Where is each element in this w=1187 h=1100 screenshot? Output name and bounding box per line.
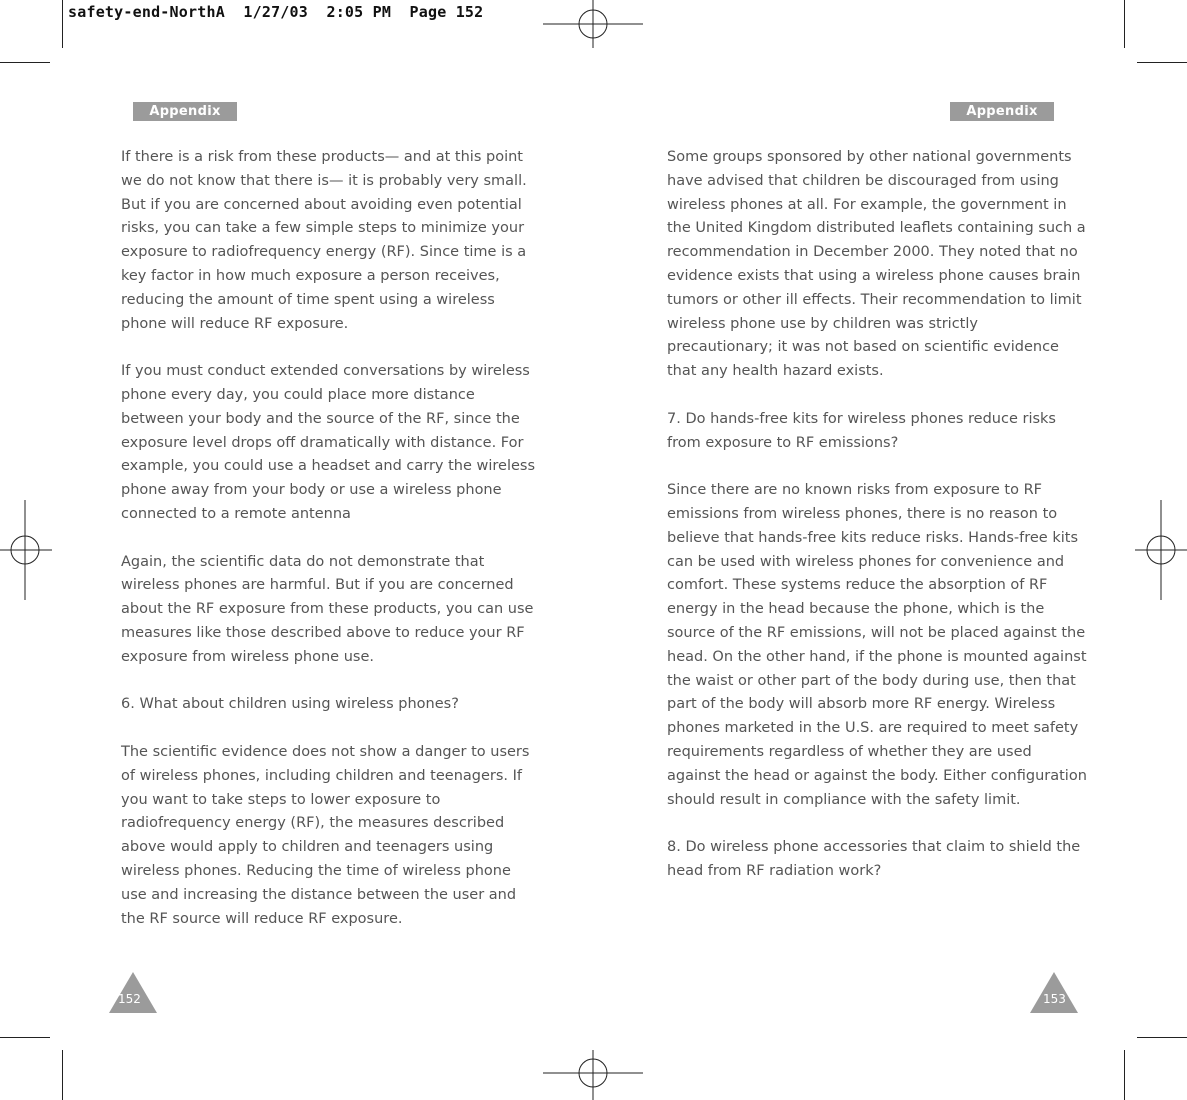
paragraph: The scientific evidence does not show a danger to users of wireless phones, including children and teenagers. If you want to take steps to lower exposure to radiofrequency energy (RF), the measures described above would apply to children and teenagers using wireless phones. Reducing the time of wireless phone use and increasing the distance between the user and the RF source will reduce RF exposure. — [121, 743, 530, 927]
page-number-right: 153 — [1043, 992, 1066, 1006]
page-number-left: 152 — [118, 992, 141, 1006]
crop-mark — [62, 0, 63, 48]
crop-mark — [1137, 62, 1187, 63]
crop-mark — [0, 62, 50, 63]
section-label-right: Appendix — [950, 102, 1054, 121]
question-heading: 7. Do hands-free kits for wireless phones reduce risks from exposure to RF emissions? — [667, 410, 1056, 451]
registration-mark-icon — [543, 0, 643, 48]
print-slug: safety-end-NorthA 1/27/03 2:05 PM Page 152 — [68, 3, 484, 21]
registration-mark-icon — [0, 500, 52, 600]
question-heading: 6. What about children using wireless phones? — [121, 696, 459, 713]
paragraph: Some groups sponsored by other national governments have advised that children be discouraged from using wireless phones at all. For example, the government in the United Kingdom distributed leaflets containing such a recommendation in December 2000. They noted that no evidence exists that using a wireless phone causes brain tumors or other ill effects. Their recommendation to limit wireless phone use by children was strictly precautionary; it was not based on scientific evidence that any health hazard exists. — [667, 149, 1086, 380]
paragraph: Again, the scientific data do not demonstrate that wireless phones are harmful. But if you are concerned about the RF exposure from these products, you can use measures like those described above to reduce your RF exposure from wireless phone use. — [121, 553, 534, 665]
registration-mark-icon — [1135, 500, 1187, 600]
question-heading: 8. Do wireless phone accessories that claim to shield the head from RF radiation work? — [667, 839, 1081, 879]
crop-mark — [1137, 1037, 1187, 1038]
paragraph: If there is a risk from these products— and at this point we do not know that there is— it is probably very small. But if you are concerned about avoiding even potential risks, you can take a few simple steps to minimize your exposure to radiofrequency energy (RF). Since time is a key factor in how much exposure a person receives, reducing the amount of time spent using a wireless phone will reduce RF exposure. — [121, 149, 527, 332]
left-page-body — [121, 146, 539, 931]
section-label-left: Appendix — [133, 102, 237, 121]
crop-mark — [62, 1050, 63, 1100]
paragraph: If you must conduct extended conversations by wireless phone every day, you could place more distance between your body and the source of the RF, since the exposure level drops off dramatically with distance. For example, you could use a headset and carry the wireless phone away from your body or use a wireless phone connected to a remote antenna — [121, 363, 536, 522]
crop-mark — [1124, 1050, 1125, 1100]
paragraph: Since there are no known risks from exposure to RF emissions from wireless phones, there is no reason to believe that hands-free kits reduce risks. Hands-free kits can be used with wireless phones for convenience and comfort. These systems reduce the absorption of RF energy in the head because the phone, which is the source of the RF emissions, will not be placed against the head. On the other hand, if the phone is mounted against the waist or other part of the body during use, then that part of the body will absorb more RF energy. Wireless phones marketed in the U.S. are required to meet safety requirements regardless of whether they are used against the head or against the body. Either configuration should result in compliance with the safety limit. — [667, 482, 1087, 808]
crop-mark — [0, 1037, 50, 1038]
crop-mark — [1124, 0, 1125, 48]
registration-mark-icon — [543, 1050, 643, 1100]
right-page-body — [667, 146, 1087, 884]
